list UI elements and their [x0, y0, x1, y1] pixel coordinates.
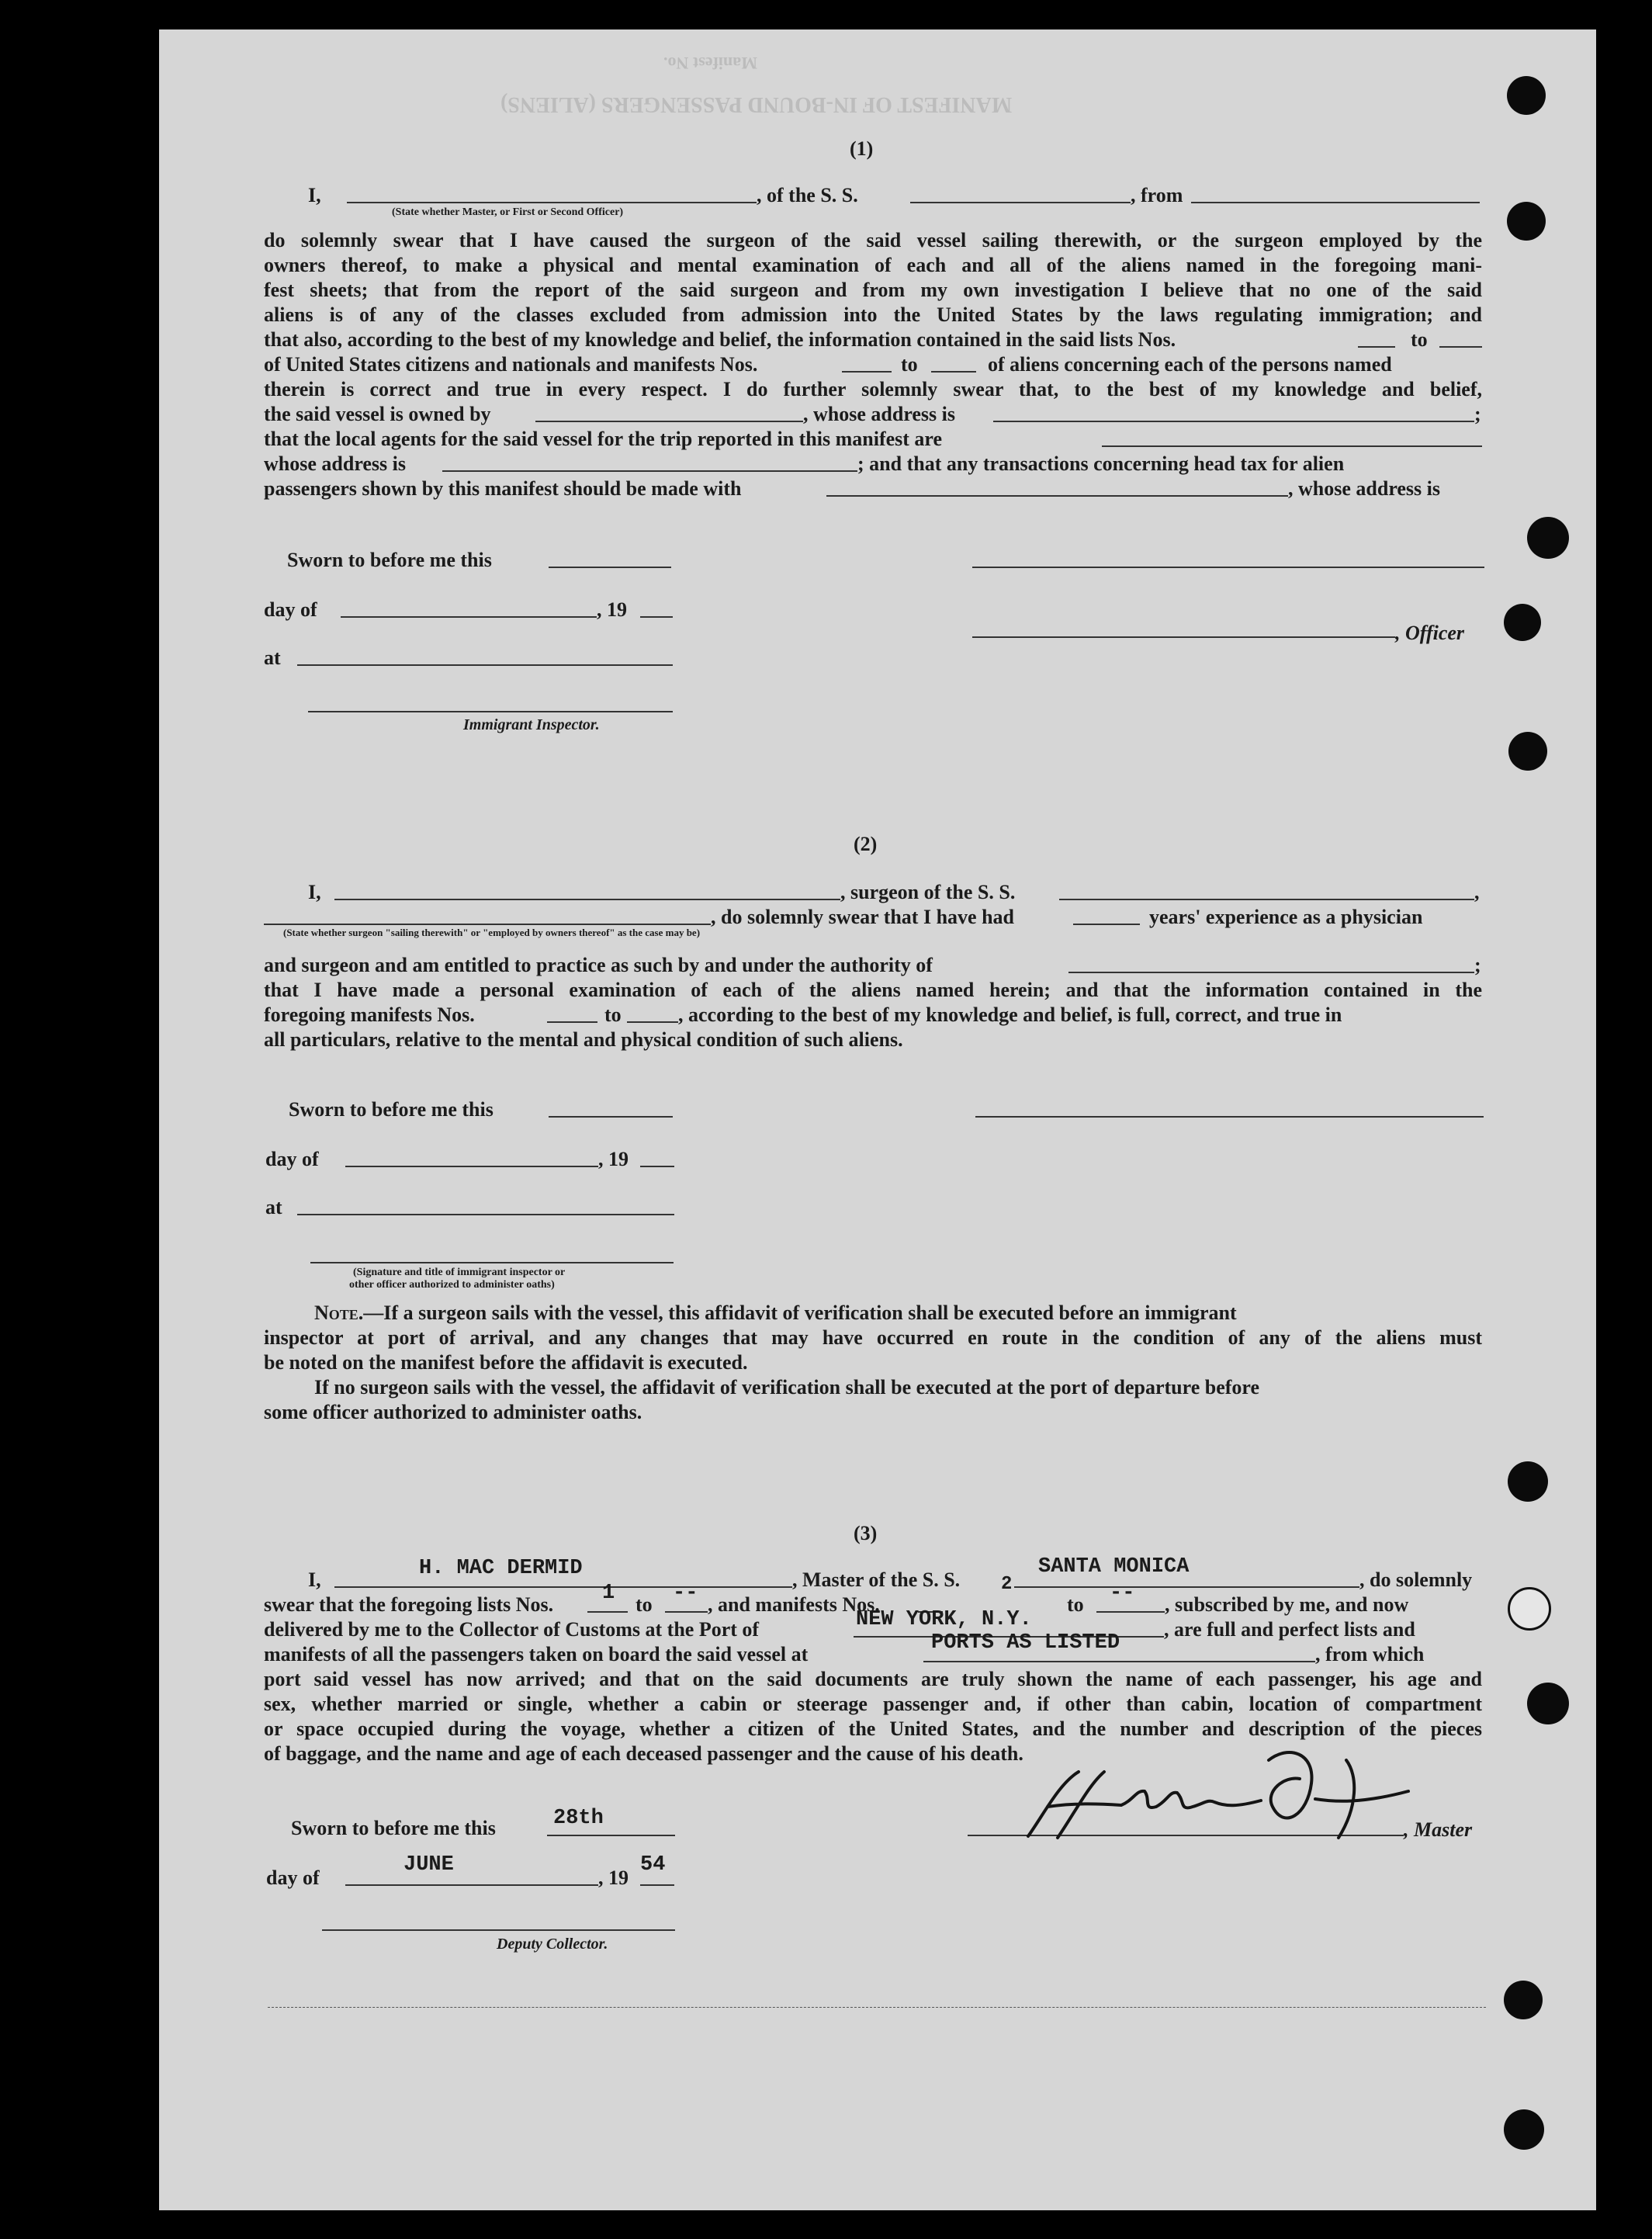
s3-port: NEW YORK, N.Y. — [856, 1608, 1032, 1631]
s1-at-line[interactable] — [297, 664, 673, 666]
s3-day-of-label: day of — [266, 1866, 320, 1889]
s3-subscribed: , subscribed by me, and now — [1165, 1593, 1409, 1616]
s3-year-line[interactable] — [640, 1884, 674, 1886]
s3-list-from: 1 — [602, 1582, 615, 1605]
s2-manifests-to-line[interactable] — [627, 1021, 678, 1023]
s2-year-prefix: , 19 — [598, 1148, 629, 1170]
s1-officer-caption: (State whether Master, or First or Second Officer) — [392, 206, 624, 218]
s2-day-line[interactable] — [345, 1166, 598, 1167]
s1-year-prefix: , 19 — [597, 598, 627, 621]
s1-day-line[interactable] — [341, 616, 597, 618]
s1-inspector-caption: Immigrant Inspector. — [463, 716, 600, 733]
s1-body-6: of United States citizens and nationals and manifests Nos. — [264, 353, 758, 376]
s2-comma: , — [1474, 881, 1480, 903]
s3-manifests-all: manifests of all the passengers taken on board the said vessel at — [264, 1643, 809, 1665]
s1-agents-address-line[interactable] — [442, 470, 857, 472]
s3-lists-to: to — [636, 1593, 653, 1616]
s2-sworn-label: Sworn to before me this — [289, 1098, 494, 1121]
punch-hole — [1508, 1461, 1548, 1502]
s3-list-to: -- — [673, 1582, 698, 1605]
s3-delivered: delivered by me to the Collector of Customs at the Port of — [264, 1618, 760, 1641]
s3-sworn-label: Sworn to before me this — [291, 1817, 496, 1839]
s2-years-exp: years' experience as a physician — [1149, 906, 1423, 928]
s1-from-line[interactable] — [1191, 202, 1480, 203]
s2-surgeon-caption: (State whether surgeon "sailing therewith" or "employed by owners thereof" as the case may be) — [283, 927, 701, 938]
s1-lists-from-line[interactable] — [1358, 346, 1395, 348]
s1-semicolon-1: ; — [1474, 403, 1481, 425]
s2-manifests-from-line[interactable] — [547, 1021, 597, 1023]
section-3-number: (3) — [854, 1522, 878, 1544]
bleed-through-title: MANIFEST OF IN-BOUND PASSENGERS (ALIENS) — [500, 92, 1013, 116]
s2-i: I, — [308, 881, 321, 903]
s3-collector-line[interactable] — [322, 1929, 675, 1931]
punch-hole — [1507, 202, 1546, 241]
s2-body-2: that I have made a personal examination of each of the aliens named herein; and that the information contained in the — [264, 979, 1482, 1001]
note-text-4: If no surgeon sails with the vessel, the affidavit of verification shall be executed at the port of departure before — [314, 1376, 1260, 1399]
s1-body-1: do solemnly swear that I have caused the surgeon of the said vessel sailing therewith, or the surgeon employed by the — [264, 229, 1482, 251]
s1-sworn-label: Sworn to before me this — [287, 549, 492, 571]
s3-master-of: , Master of the S. S. — [792, 1568, 961, 1591]
s1-officer-title-line[interactable] — [972, 636, 1395, 638]
s3-body-1: port said vessel has now arrived; and that on the said documents are truly shown the name of each passenger, his age and — [264, 1668, 1482, 1690]
s1-of-aliens: of aliens concerning each of the persons named — [988, 353, 1392, 376]
s3-and-manifests: , and manifests Nos. — [708, 1593, 880, 1616]
bottom-rule — [268, 2007, 1486, 2008]
s1-owner-address-label: , whose address is — [803, 403, 956, 425]
s3-from-which: , from which — [1315, 1643, 1425, 1665]
s1-body-8: the said vessel is owned by — [264, 403, 491, 425]
s1-manifests-to: to — [901, 353, 918, 376]
s1-inspector-line[interactable] — [308, 711, 673, 712]
s3-body-2: sex, whether married or single, whether a cabin or steerage passenger and, if other than cabin, location of compartment — [264, 1693, 1482, 1715]
s2-years-line[interactable] — [1073, 924, 1140, 925]
s1-body-9: that the local agents for the said vessel for the trip reported in this manifest are — [264, 428, 943, 450]
s1-headtax-line[interactable] — [826, 495, 1288, 497]
s3-list-from-line[interactable] — [587, 1611, 628, 1613]
s1-owner-address-line[interactable] — [993, 421, 1474, 422]
s2-sailing-line[interactable] — [264, 924, 711, 925]
s3-full-perfect: , are full and perfect lists and — [1164, 1618, 1415, 1641]
s1-officer-line[interactable] — [347, 202, 757, 203]
s3-manifests-to: to — [1067, 1593, 1084, 1616]
s3-i: I, — [308, 1568, 321, 1591]
bleed-through-manifest-no: Manifest No. — [663, 54, 757, 73]
s1-lists-to-line[interactable] — [1439, 346, 1482, 348]
s2-year-line[interactable] — [640, 1166, 674, 1167]
section-2-number: (2) — [854, 833, 878, 855]
s3-master-caption-wrap — [1404, 1818, 1472, 1842]
s3-sworn-day: 28th — [553, 1807, 604, 1830]
s3-sworn-line[interactable] — [547, 1835, 675, 1836]
s2-surgeon-signature-line[interactable] — [975, 1116, 1484, 1118]
punch-hole — [1508, 1587, 1551, 1631]
s2-at-line[interactable] — [297, 1214, 674, 1215]
s1-manifests-to-line[interactable] — [931, 371, 976, 373]
section-1-number: (1) — [850, 137, 874, 160]
s2-authority-line[interactable] — [1068, 972, 1474, 973]
note-text-5: some officer authorized to administer oaths. — [264, 1401, 642, 1423]
s3-do-solemnly: , do solemnly — [1359, 1568, 1473, 1591]
s2-body-3a: foregoing manifests Nos. — [264, 1003, 475, 1026]
note-text-1: —If a surgeon sails with the vessel, this affidavit of verification shall be executed before an immigrant — [363, 1301, 1237, 1324]
s3-master-name: H. MAC DERMID — [419, 1557, 583, 1580]
s3-manifest-to: -- — [1110, 1582, 1135, 1605]
s3-list-to-line[interactable] — [665, 1611, 708, 1613]
s2-sworn-line[interactable] — [549, 1116, 673, 1118]
punch-hole — [1527, 1683, 1569, 1724]
s3-swear-lists: swear that the foregoing lists Nos. — [264, 1593, 554, 1616]
s2-ship-line[interactable] — [1059, 899, 1474, 900]
s1-body-5: that also, according to the best of my knowledge and belief, the information contained in the said lists Nos. — [264, 328, 1176, 351]
s1-body-11: ; and that any transactions concerning head tax for alien — [857, 452, 1345, 475]
manifest-page — [159, 29, 1596, 2210]
s3-collector-caption: Deputy Collector. — [497, 1936, 608, 1953]
s1-body-3: fest sheets; that from the report of the said surgeon and from my own investigation I believe that no one of the said — [264, 279, 1482, 301]
s3-manifest-from: 2 — [1001, 1574, 1013, 1595]
s1-owner-line[interactable] — [535, 421, 803, 422]
punch-hole — [1504, 1981, 1543, 2019]
s2-day-of-label: day of — [265, 1148, 319, 1170]
s1-body-10: whose address is — [264, 452, 407, 475]
s3-manifest-to-line[interactable] — [1096, 1611, 1165, 1613]
s3-ship-name: SANTA MONICA — [1038, 1555, 1190, 1579]
s1-agents-line[interactable] — [1102, 445, 1482, 447]
s1-body-12: passengers shown by this manifest should be made with — [264, 477, 742, 500]
s2-body-4: all particulars, relative to the mental and physical condition of such aliens. — [264, 1028, 903, 1051]
s1-officer-signature-line[interactable] — [972, 567, 1484, 568]
s1-i: I, — [308, 184, 321, 206]
punch-hole — [1504, 2109, 1544, 2150]
s1-day-of-label: day of — [264, 598, 317, 621]
note-label: Note. — [314, 1301, 364, 1324]
s1-officer-caption — [1395, 621, 1464, 645]
master-signature — [1005, 1729, 1439, 1846]
s2-body-1: and surgeon and am entitled to practice as such by and under the authority of — [264, 954, 933, 976]
s1-ship-line[interactable] — [910, 202, 1131, 203]
s1-from: , from — [1131, 184, 1183, 206]
punch-hole — [1507, 76, 1546, 115]
s1-of-ss: , of the S. S. — [757, 184, 858, 206]
s1-officer-caption-text: , Officer — [1395, 622, 1465, 644]
s1-body-4: aliens is of any of the classes excluded from admission into the United States by the laws regulating immigration; and — [264, 303, 1482, 326]
s1-body-13: , whose address is — [1288, 477, 1441, 500]
s3-year-suffix: 54 — [640, 1853, 666, 1877]
note-text-3: be noted on the manifest before the affidavit is executed. — [264, 1351, 748, 1374]
s1-year-line[interactable] — [640, 616, 673, 618]
s2-surgeon-name-line[interactable] — [334, 899, 840, 900]
note-line-1 — [314, 1301, 1237, 1325]
s2-inspector-line[interactable] — [310, 1262, 674, 1263]
s3-master-name-line[interactable] — [334, 1586, 792, 1588]
s3-day-line[interactable] — [345, 1884, 598, 1886]
punch-hole — [1508, 732, 1547, 771]
s2-surgeon-of: , surgeon of the S. S. — [840, 881, 1016, 903]
punch-hole — [1504, 604, 1541, 641]
s2-signature-caption-2: other officer authorized to administer oaths) — [349, 1279, 555, 1291]
s1-body-7: therein is correct and true in every respect. I do further solemnly swear that, to the best of my knowledge and belief, — [264, 378, 1482, 400]
s3-year-prefix: , 19 — [598, 1866, 629, 1889]
s3-ship-line[interactable] — [1014, 1586, 1359, 1588]
s3-ports: PORTS AS LISTED — [931, 1631, 1120, 1655]
s2-semicolon: ; — [1474, 954, 1481, 976]
s3-ports-line[interactable] — [923, 1661, 1315, 1662]
s3-month: JUNE — [403, 1853, 454, 1877]
s3-body-3: or space occupied during the voyage, whether a citizen of the United States, and the number and description of the pieces — [264, 1717, 1482, 1740]
note-text-2: inspector at port of arrival, and any changes that may have occurred en route in the condition of any of the aliens must — [264, 1326, 1482, 1349]
s3-body-4: of baggage, and the name and age of each deceased passenger and the cause of his death. — [264, 1742, 1023, 1765]
s2-do-solemnly: , do solemnly swear that I have had — [711, 906, 1015, 928]
s2-body-3c: , according to the best of my knowledge and belief, is full, correct, and true in — [678, 1003, 1342, 1026]
s1-lists-to: to — [1411, 328, 1428, 351]
s1-body-2: owners thereof, to make a physical and mental examination of each and all of the aliens named in the foregoing mani- — [264, 254, 1482, 276]
s2-signature-caption-1: (Signature and title of immigrant inspector or — [353, 1267, 566, 1278]
s1-sworn-line[interactable] — [549, 567, 671, 568]
s1-at-label: at — [264, 646, 281, 669]
punch-hole — [1527, 517, 1569, 559]
s2-body-3b: to — [604, 1003, 622, 1026]
s2-at-label: at — [265, 1196, 282, 1218]
s1-manifests-from-line[interactable] — [842, 371, 892, 373]
s3-master-caption: , Master — [1404, 1818, 1473, 1841]
